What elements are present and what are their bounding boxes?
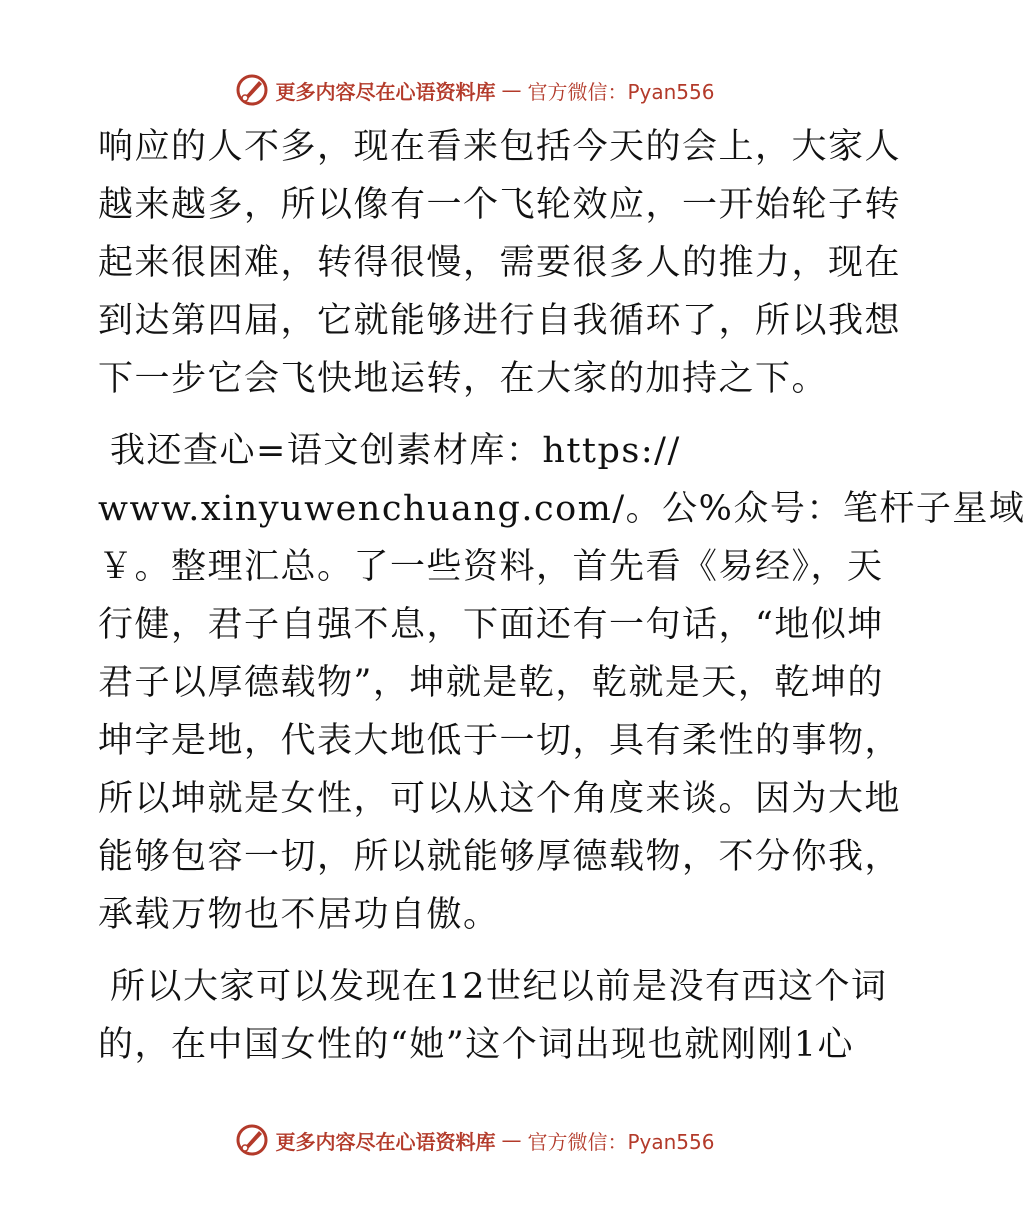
text-line: 到达第四届，它就能够进行自我循环了，所以我想	[98, 301, 902, 341]
text-line: 君子以厚德载物”，坤就是乾，乾就是天，乾坤的	[98, 663, 884, 703]
text-line: 承载万物也不居功自傲。	[98, 895, 500, 935]
text-line: 坤字是地，代表大地低于一切，具有柔性的事物，	[98, 721, 902, 761]
text-line: 所以坤就是女性，可以从这个角度来谈。因为大地	[98, 779, 902, 819]
header-separator: —	[501, 78, 522, 102]
paragraph-gap	[98, 408, 850, 422]
text-line: 起来很困难，转得很慢，需要很多人的推力，现在	[98, 243, 902, 283]
paragraph-gap	[98, 944, 850, 958]
text-line: 越来越多，所以像有一个飞轮效应，一开始轮子转	[98, 185, 902, 225]
text-line: 下一步它会飞快地运转，在大家的加持之下。	[98, 359, 829, 399]
paragraph-2	[98, 422, 1025, 944]
paragraph-1	[98, 118, 902, 408]
brush-pen-logo-icon	[235, 1123, 269, 1157]
header-brand-text: 更多内容尽在心语资料库	[275, 79, 496, 104]
text-line: ￥。整理汇总。了一些资料，首先看《易经》，天	[98, 547, 884, 587]
text-line: www.xinyuwenchuang.com/。公%众号：笔杆子星域	[98, 489, 1025, 529]
text-line: 行健，君子自强不息，下面还有一句话，“地似坤	[98, 605, 884, 645]
text-line: 我还查心=语文创素材库：https://	[110, 431, 681, 471]
footer-wechat-text: 官方微信：Pyan556	[527, 1129, 715, 1154]
footer-separator: —	[501, 1128, 522, 1152]
text-line: 的，在中国女性的“她”这个词出现也就刚刚1心	[98, 1025, 855, 1065]
header-wechat-text: 官方微信：Pyan556	[527, 79, 715, 104]
document-body	[98, 118, 1025, 1074]
header-banner	[0, 70, 950, 110]
paragraph-3	[98, 958, 888, 1074]
text-line: 所以大家可以发现在12世纪以前是没有西这个词	[110, 967, 888, 1007]
text-line: 能够包容一切，所以就能够厚德载物，不分你我，	[98, 837, 902, 877]
brush-pen-logo-icon	[235, 73, 269, 107]
text-line: 响应的人不多，现在看来包括今天的会上，大家人	[98, 127, 902, 167]
footer-brand-text: 更多内容尽在心语资料库	[275, 1129, 496, 1154]
footer-banner	[0, 1120, 950, 1160]
